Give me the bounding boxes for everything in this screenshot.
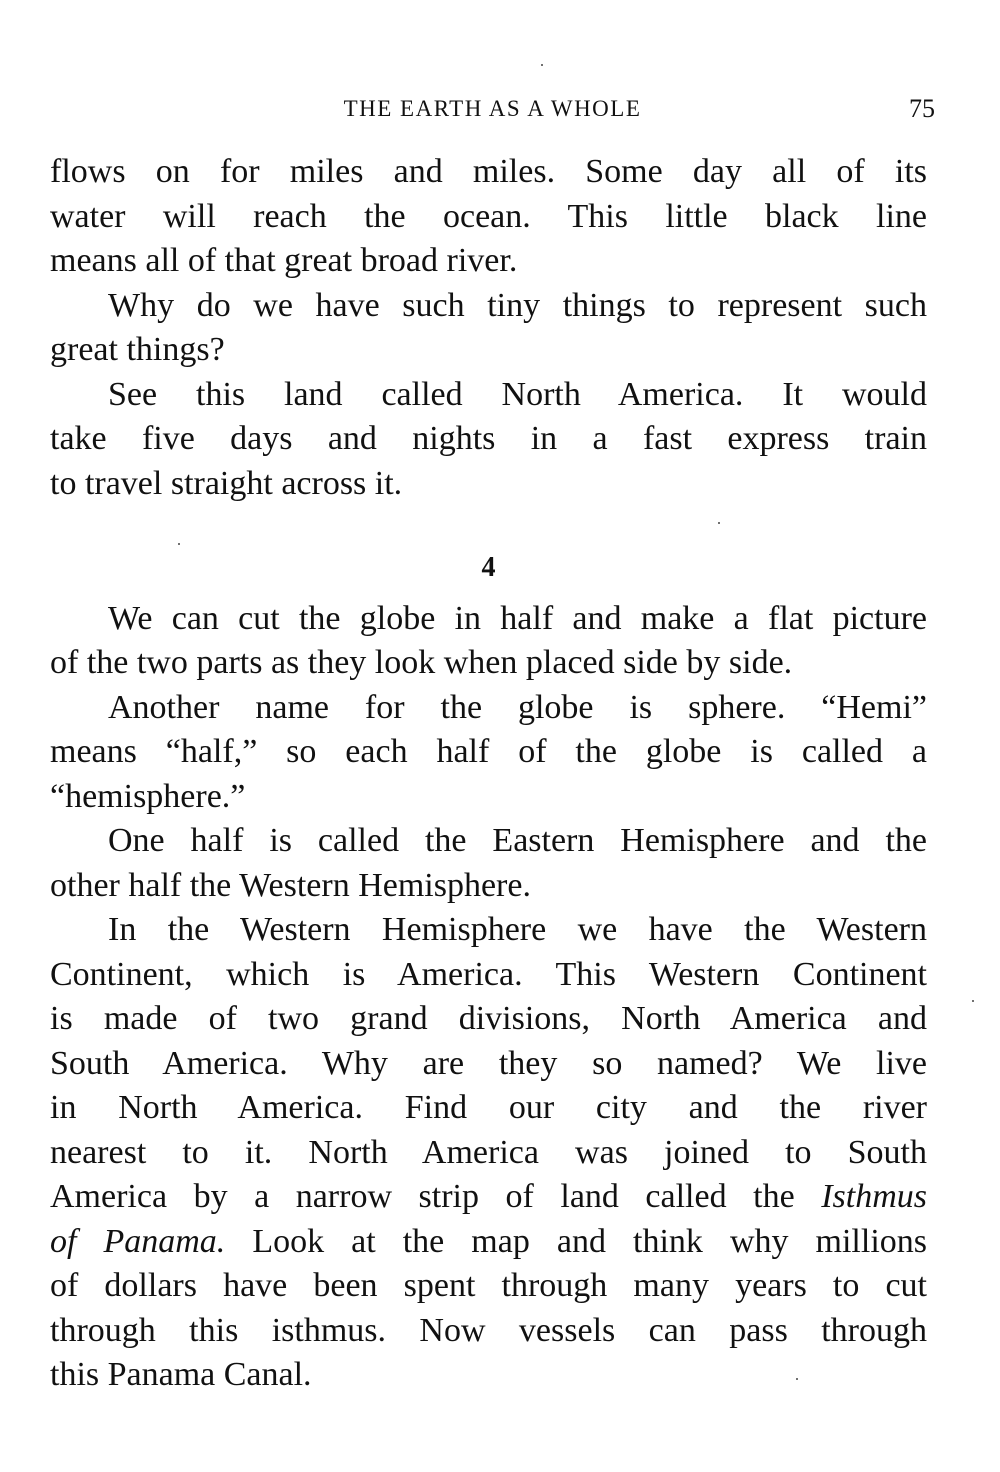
text-line: water will reach the ocean. This little black line xyxy=(50,197,927,235)
text-line: is made of two grand divisions, North America and xyxy=(50,1000,927,1037)
running-head xyxy=(50,92,935,126)
text-line: Continent, which is America. This Western Continent xyxy=(50,955,927,993)
text-line: means “half,” so each half of the globe is called a xyxy=(50,733,927,770)
text-segment: America by a narrow strip of land called the xyxy=(50,1178,795,1215)
text-line: through this isthmus. Now vessels can pass through xyxy=(50,1311,927,1349)
text-line: to travel straight across it. xyxy=(50,464,403,502)
text-line: great things? xyxy=(50,331,225,368)
text-line: nearest to it. North America was joined to South xyxy=(50,1133,927,1171)
text-line: One half is called the Eastern Hemisphere and the xyxy=(108,822,927,859)
text-line: South America. Why are they so named? We live xyxy=(50,1044,927,1082)
text-line-with-italic xyxy=(50,1175,927,1220)
text-line: Why do we have such tiny things to represent such xyxy=(108,286,927,324)
text-line: of dollars have been spent through many years to cut xyxy=(50,1267,927,1304)
text-line: flows on for miles and miles. Some day all of its xyxy=(50,153,927,190)
italic-term: of Panama. xyxy=(50,1222,226,1260)
page-number: 75 xyxy=(909,94,935,123)
text-line: of the two parts as they look when placed side by side. xyxy=(50,644,793,681)
print-speck xyxy=(718,522,720,524)
text-line: other half the Western Hemisphere. xyxy=(50,866,531,904)
print-speck xyxy=(972,1000,974,1002)
running-title: THE EARTH AS A WHOLE xyxy=(343,96,642,121)
text-line-with-italic xyxy=(50,1220,927,1265)
text-line: in North America. Find our city and the river xyxy=(50,1089,927,1126)
print-speck xyxy=(178,543,180,545)
text-segment: Look at the map and think why millions xyxy=(252,1222,927,1260)
italic-term: Isthmus xyxy=(821,1178,927,1215)
print-speck xyxy=(541,64,543,66)
text-line: We can cut the globe in half and make a flat picture xyxy=(108,599,927,637)
text-line: this Panama Canal. xyxy=(50,1356,312,1393)
text-line: means all of that great broad river. xyxy=(50,242,518,279)
print-speck xyxy=(796,1378,798,1380)
body-text xyxy=(50,150,927,1398)
text-line: “hemisphere.” xyxy=(50,777,246,815)
text-line: In the Western Hemisphere we have the Western xyxy=(108,911,927,948)
text-line: See this land called North America. It would xyxy=(108,375,927,413)
section-number: 4 xyxy=(481,552,496,583)
text-line: take five days and nights in a fast express train xyxy=(50,420,927,457)
text-line: Another name for the globe is sphere. “Hemi” xyxy=(108,688,927,726)
